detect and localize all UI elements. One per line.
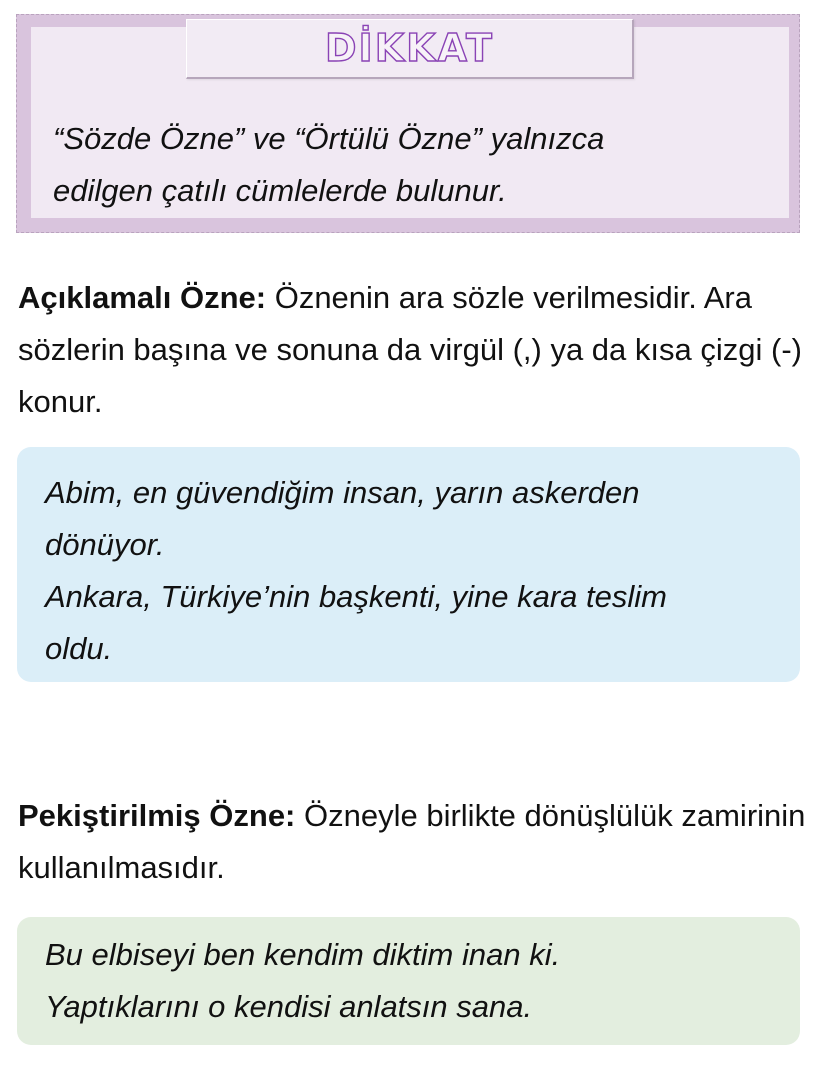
example-box-aciklamali bbox=[17, 447, 800, 682]
attention-line: edilgen çatılı cümlelerde bulunur. bbox=[53, 173, 507, 208]
definition-aciklamali-ozne bbox=[18, 272, 808, 428]
example-box-pekistirilmis bbox=[17, 917, 800, 1045]
definition-text: Öznenin ara sözle verilmesidir. Ara sözlerin başına ve sonuna da virgül (,) ya da kısa çizgi (-) konur. bbox=[18, 280, 802, 419]
attention-text bbox=[53, 113, 773, 217]
example-line: dönüyor. bbox=[45, 527, 165, 562]
definition-text: Özneyle birlikte dönüşlülük zamirinin kullanılmasıdır. bbox=[18, 798, 806, 885]
definition-term: Pekiştirilmiş Özne: bbox=[18, 798, 296, 833]
attention-box bbox=[16, 14, 800, 233]
attention-line: “Sözde Özne” ve “Örtülü Özne” yalnızca bbox=[53, 121, 605, 156]
definition-term: Açıklamalı Özne: bbox=[18, 280, 267, 315]
attention-title-tab bbox=[186, 19, 634, 79]
definition-pekistirilmis-ozne bbox=[18, 790, 808, 894]
example-line: Ankara, Türkiye’nin başkenti, yine kara teslim bbox=[45, 579, 667, 614]
attention-title: DİKKAT bbox=[325, 26, 494, 70]
example-line: oldu. bbox=[45, 631, 113, 666]
example-line: Yaptıklarını o kendisi anlatsın sana. bbox=[45, 989, 533, 1024]
example-line: Bu elbiseyi ben kendim diktim inan ki. bbox=[45, 937, 561, 972]
example-line: Abim, en güvendiğim insan, yarın askerden bbox=[45, 475, 640, 510]
